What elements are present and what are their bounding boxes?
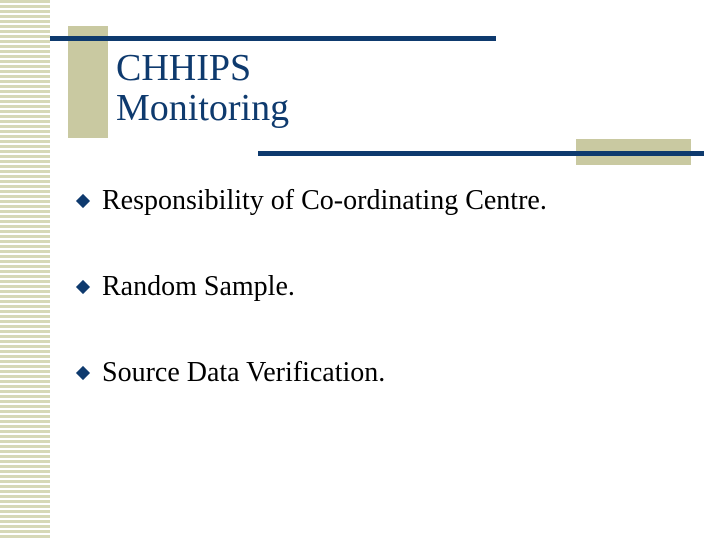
slide-title-line-2: Monitoring [116, 87, 290, 129]
side-stripe-decoration [0, 0, 50, 540]
bullet-text: Responsibility of Co-ordinating Centre. [102, 185, 547, 216]
bullet-text: Source Data Verification. [102, 357, 386, 388]
bullet-item [78, 268, 547, 306]
title-accent-block [68, 26, 108, 138]
bullet-item [78, 354, 547, 392]
diamond-bullet-icon [76, 366, 90, 380]
slide-title-line-1: CHHIPS [116, 47, 252, 89]
bullet-text: Random Sample. [102, 271, 295, 302]
title-rule-bottom [258, 151, 704, 156]
title-rule-top [50, 36, 496, 41]
slide-title [116, 48, 289, 128]
diamond-bullet-icon [76, 194, 90, 208]
bullet-list [78, 182, 547, 440]
bullet-item [78, 182, 547, 220]
diamond-bullet-icon [76, 280, 90, 294]
